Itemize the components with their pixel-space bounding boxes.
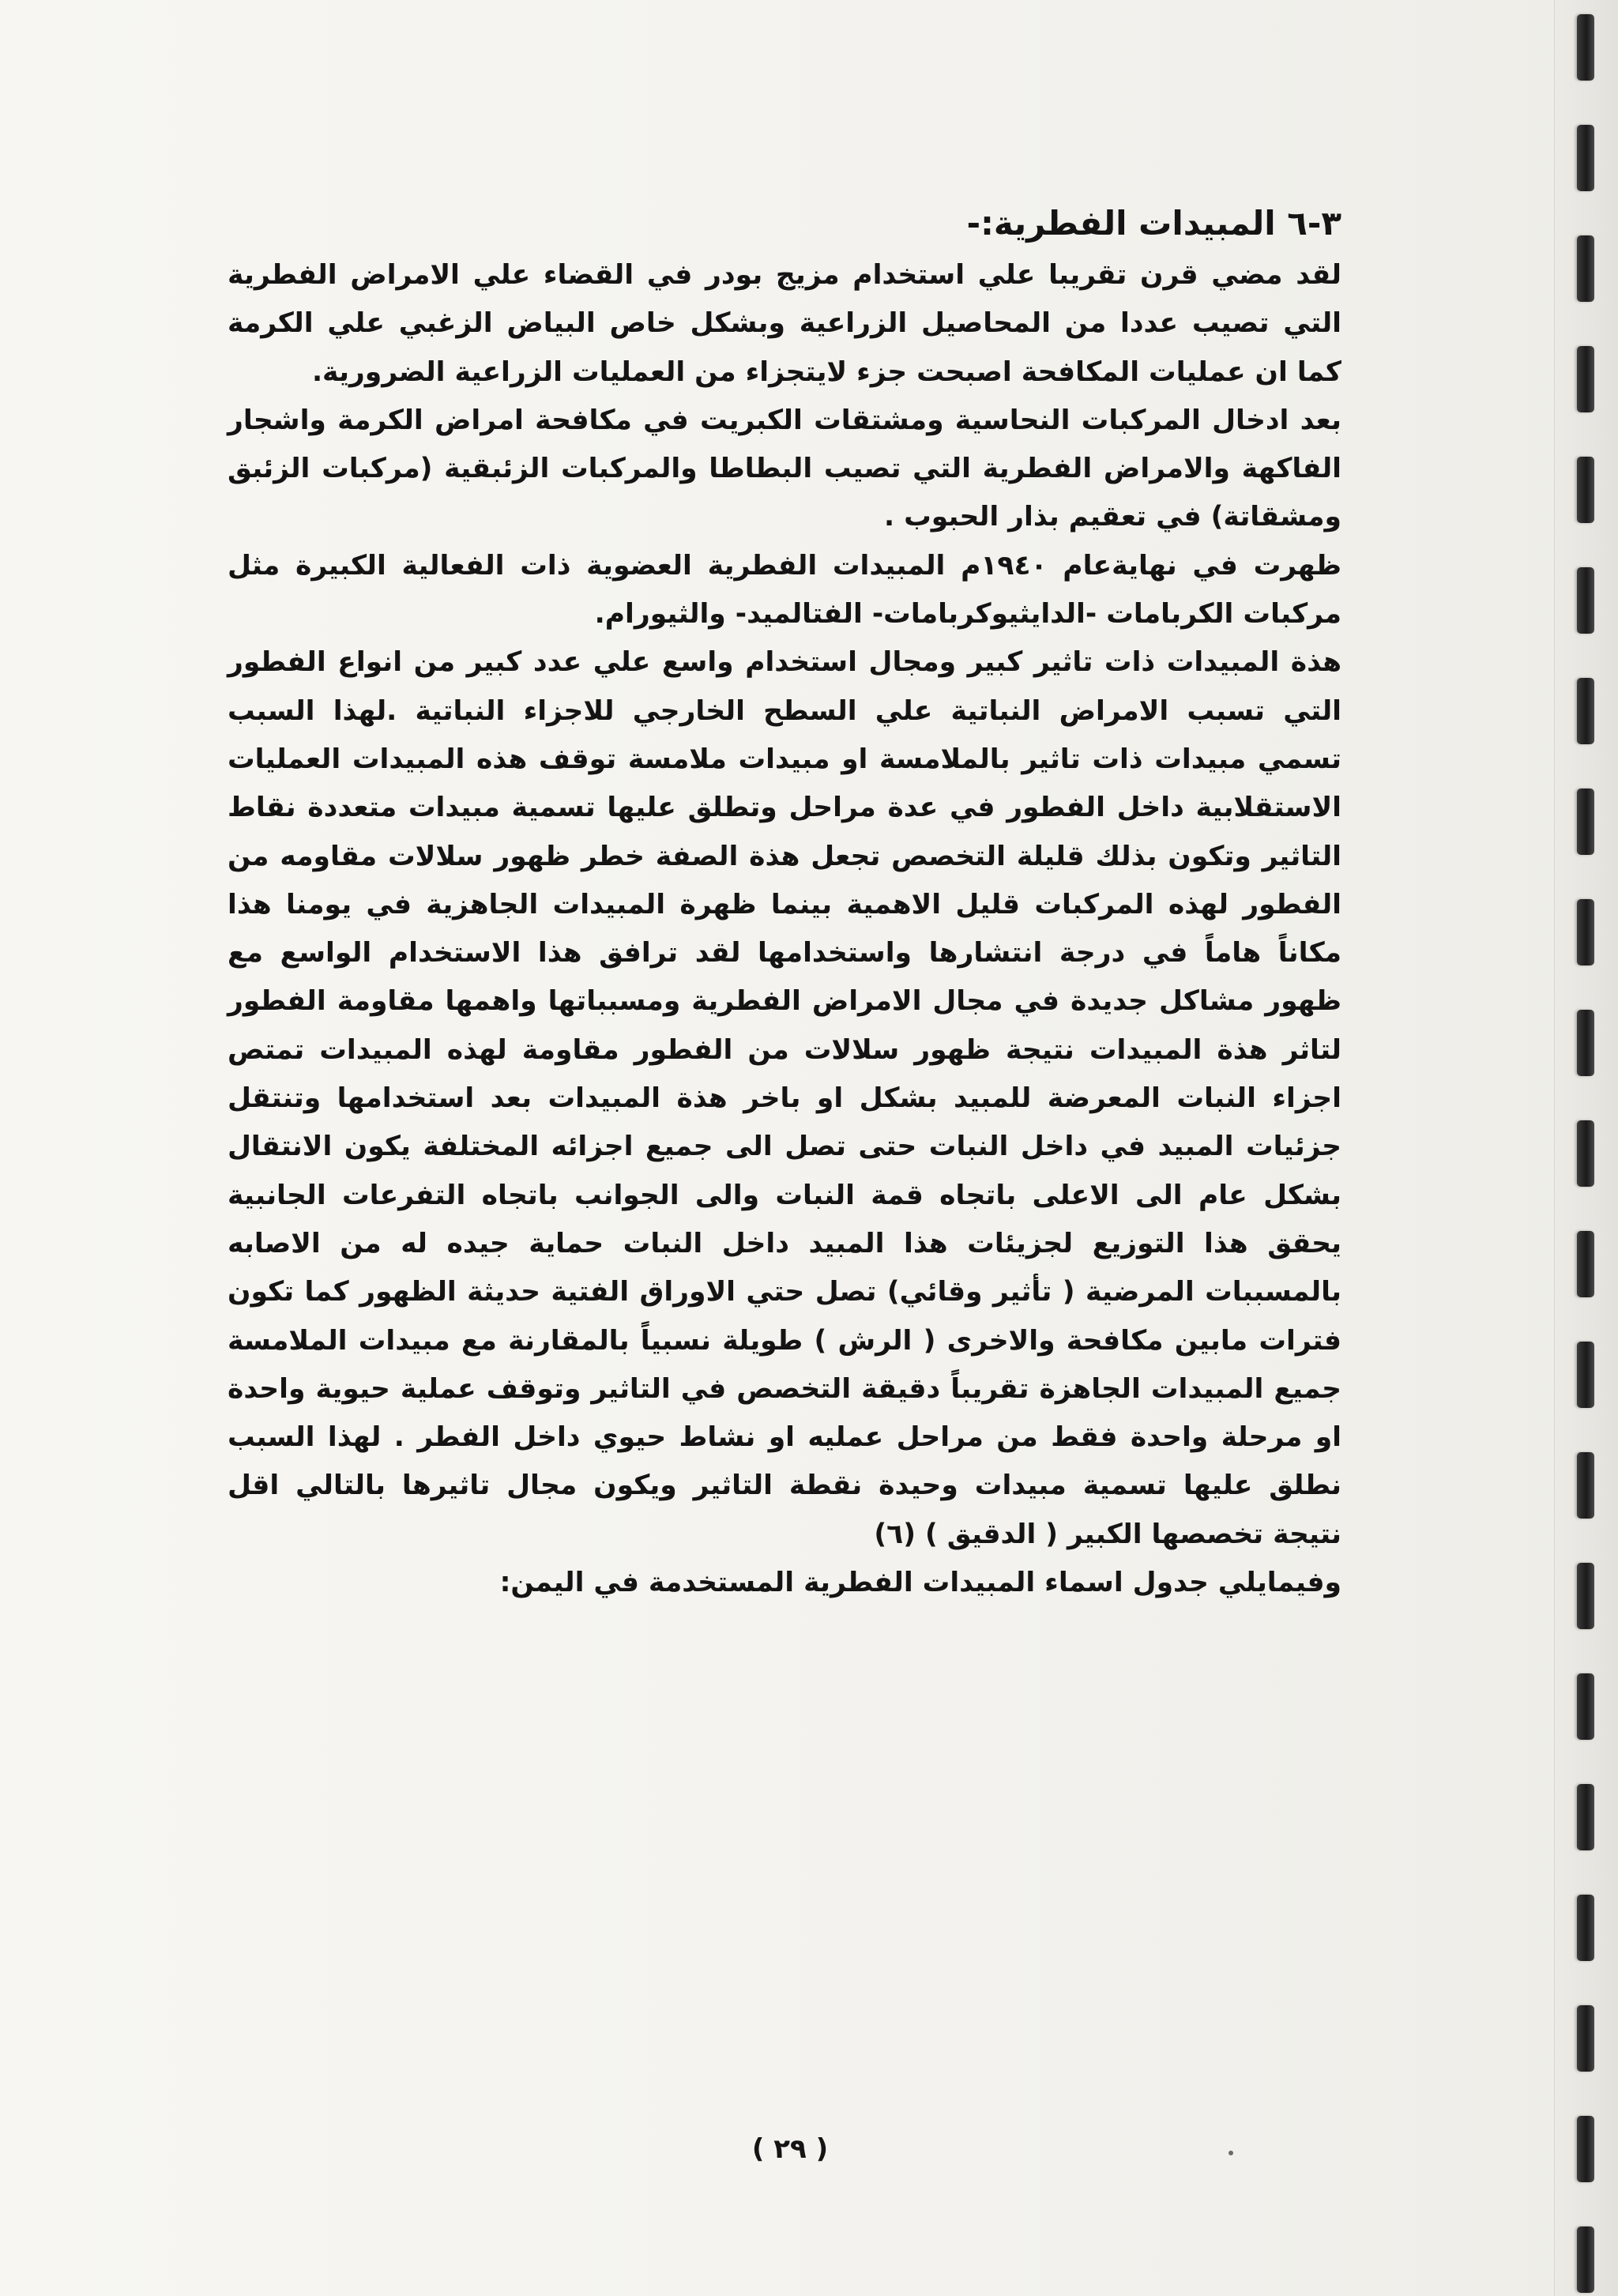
binding-ring (1577, 2116, 1594, 2182)
paragraph-intro: لقد مضي قرن تقريبا علي استخدام مزيج بودر في القضاء علي الامراض الفطرية التي تصيب عددا من المحاصيل الزراعية وبشكل خاص البياض الزغبي علي الكرمة كما ان عمليات المكافحة اصبحت جزء لايتجزاء من العمليات الزراعية الضرورية. (228, 259, 1341, 388)
binding-ring (1577, 1563, 1594, 1629)
page-body (228, 198, 1341, 1607)
binding-ring (1577, 1010, 1594, 1076)
binding-ring (1577, 1452, 1594, 1519)
binding-ring (1577, 125, 1594, 191)
binding-ring (1577, 567, 1594, 634)
binding-ring (1577, 2005, 1594, 2072)
spiral-binding (1554, 0, 1618, 2296)
binding-ring (1577, 789, 1594, 855)
binding-ring (1577, 1673, 1594, 1740)
page-number: ( ٢٩ ) (751, 2133, 829, 2165)
binding-ring (1577, 1342, 1594, 1408)
binding-ring (1577, 235, 1594, 302)
binding-ring (1577, 14, 1594, 81)
binding-ring (1577, 2226, 1594, 2293)
binding-ring (1577, 899, 1594, 965)
binding-ring (1577, 457, 1594, 523)
binding-ring (1577, 1895, 1594, 1961)
scan-speck (1229, 2151, 1233, 2155)
paragraph-organic-fungicides: ظهرت في نهايةعام ١٩٤٠م المبيدات الفطرية العضوية ذات الفعالية الكبيرة مثل مركبات الكربامات -الدايثيوكربامات- الفتالميد- والثيورام. (228, 549, 1341, 630)
binding-ring (1577, 678, 1594, 744)
binding-ring (1577, 1231, 1594, 1297)
section-heading: ٣-٦ المبيدات الفطرية:- (966, 204, 1341, 243)
binding-ring (1577, 1784, 1594, 1850)
binding-ring (1577, 1120, 1594, 1187)
paragraph-table-intro: وفيمايلي جدول اسماء المبيدات الفطرية المستخدمة في اليمن: (499, 1567, 1341, 1599)
binding-ring (1577, 346, 1594, 412)
paragraph-copper-sulfur: بعد ادخال المركبات النحاسية ومشتقات الكبريت في مكافحة امراض الكرمة واشجار الفاكهة والامراض الفطرية التي تصيب البطاطا والمركبات الزئبقية (مركبات الزئبق ومشقاتة) في تعقيم بذار الحبوب . (228, 404, 1341, 533)
paragraph-contact-systemic: هذة المبيدات ذات تاثير كبير ومجال استخدام واسع علي عدد كبير من انواع الفطور التي تسبب الامراض النباتية علي السطح الخارجي للاجزاء النباتية .لهذا السبب تسمي مبيدات ذات تاثير بالملامسة او مبيدات ملامسة توقف هذه المبيدات العمليات الاستقلابية داخل الفطور في عدة مراحل وتطلق عليها تسمية مبيدات متعددة نقاط التاثير وتكون بذلك قليلة التخصص تجعل هذة الصفة خطر ظهور سلالات مقاومه من الفطور لهذه المركبات قليل الاهمية بينما ظهرة المبيدات الجاهزية في يومنا هذا مكاناً هاماً في درجة انتشارها واستخدامها لقد ترافق هذا الاستخدام الواسع مع ظهور مشاكل جديدة في مجال الامراض الفطرية ومسبباتها واهمها مقاومة الفطور لتاثر هذة المبيدات نتيجة ظهور سلالات من الفطور مقاومة لهذه المبيدات تمتص اجزاء النبات المعرضة للمبيد بشكل او باخر هذة المبيدات بعد استخدامها وتنتقل جزئيات المبيد في داخل النبات حتى تصل الى جميع اجزائه المختلفة يكون الانتقال بشكل عام الى الاعلى باتجاه قمة النبات والى الجوانب باتجاه التفرعات الجانبية يحقق هذا التوزيع لجزيئات هذا المبيد داخل النبات حماية جيده له من الاصابه بالمسببات المرضية ( تأثير وقائي) تصل حتي الاوراق الفتية حديثة الظهور كما تكون فترات مابين مكافحة والاخرى ( الرش ) طويلة نسبياً بالمقارنة مع مبيدات الملامسة جميع المبيدات الجاهزة تقريباً دقيقة التخصص في التاثير وتوقف عملية حيوية واحدة او مرحلة واحدة فقط من مراحل عمليه او نشاط حيوي داخل الفطر . لهذا السبب نطلق عليها تسمية مبيدات وحيدة نقطة التاثير ويكون مجال تاثيرها بالتالي اقل نتيجة تخصصها الكبير ( الدقيق ) (٦) (228, 646, 1341, 1550)
